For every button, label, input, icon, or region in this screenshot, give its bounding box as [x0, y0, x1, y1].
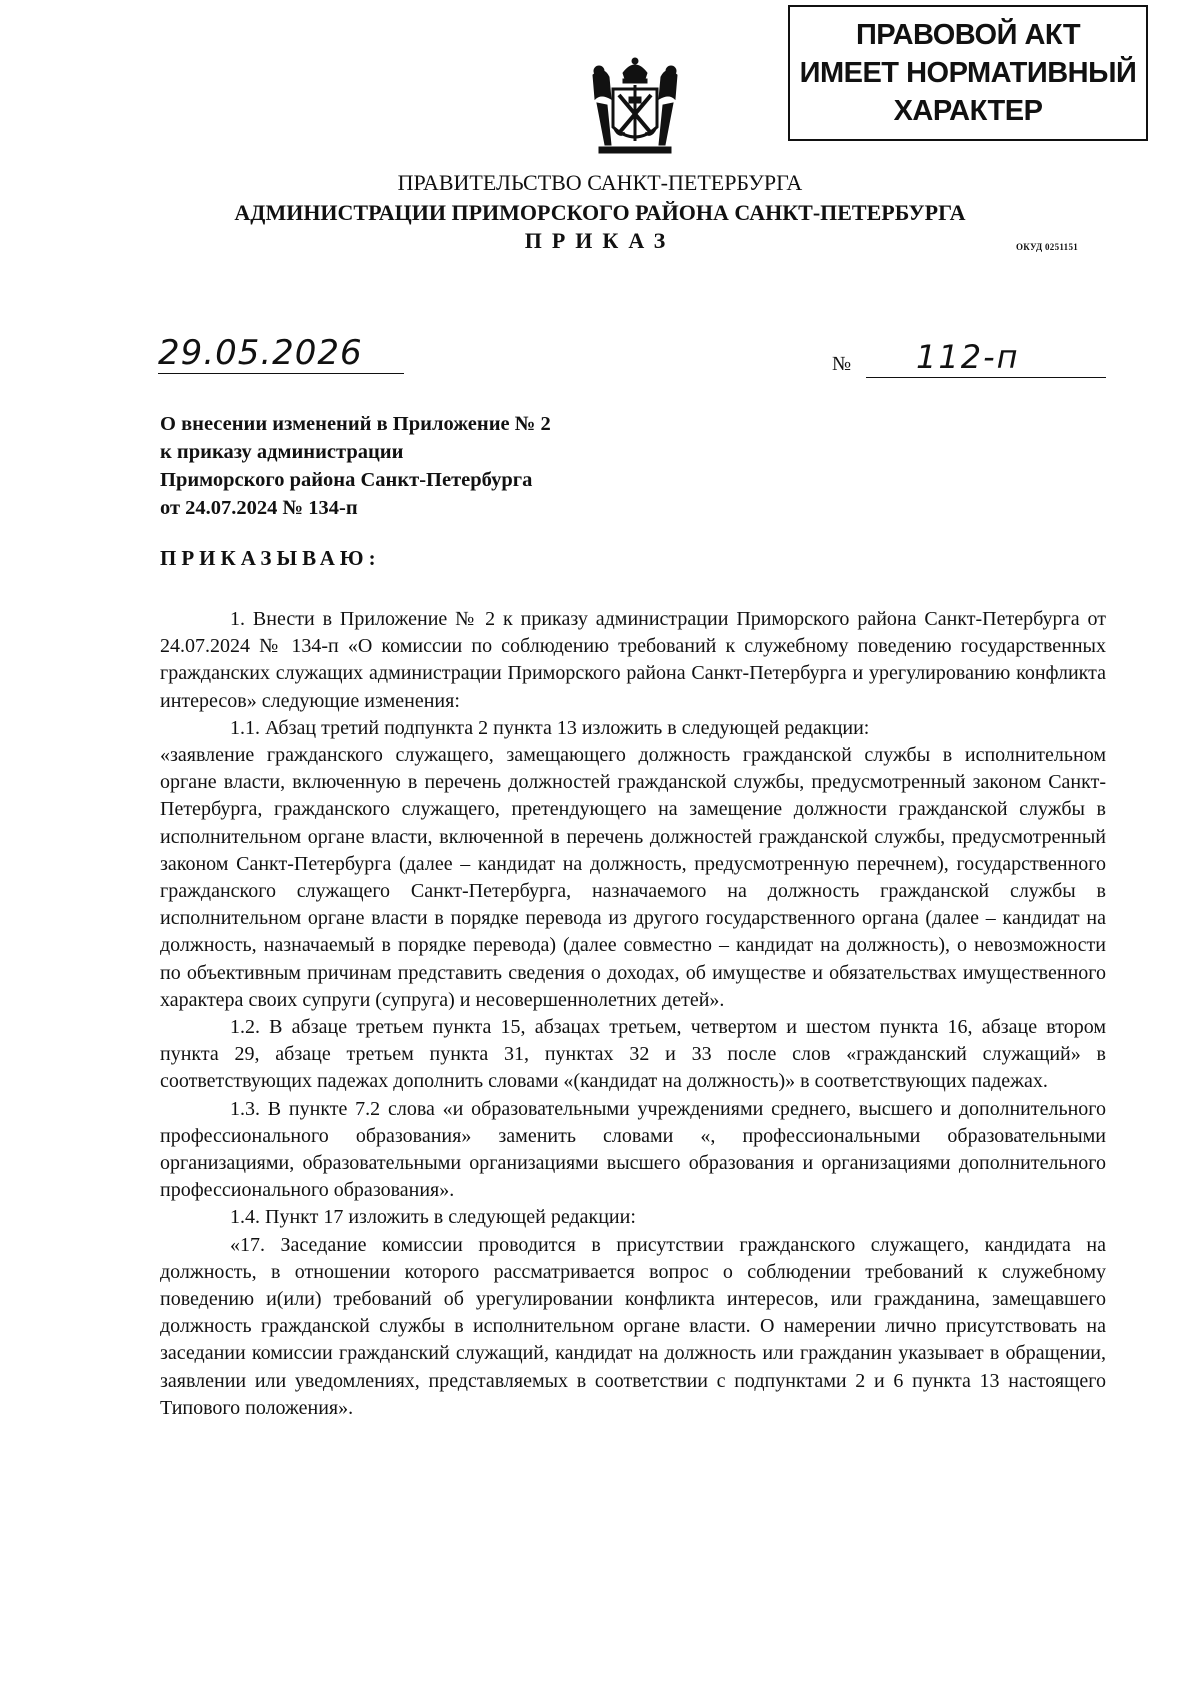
paragraph-1-1: 1.1. Абзац третий подпункта 2 пункта 13 изложить в следующей редакции: [230, 716, 870, 739]
paragraph-quote-1: «заявление гражданского служащего, замещающего должность гражданской службы в исполнительном органе власти, включенную в перечень должностей гражданской службы, предусмотренный законом Санкт-Петербурга, гражданского служащего, претендующего на замещение должности гражданской службы в исполнительном органе власти, включенной в перечень должностей гражданской службы, предусмотренный законом Санкт-Петербурга (далее – кандидат на должность, предусмотренную перечнем), государственного гражданского служащего Санкт-Петербурга, назначаемого на должность гражданской службы в исполнительном органе власти в порядке перевода из другого государственного органа (далее – кандидат на должность, назначаемый в порядке перевода) (далее совместно – кандидат на должность), о невозможности по объективным причинам представить сведения о доходах, об имуществе и обязательствах имущественного характера своих супруги (супруга) и несовершеннолетних детей». [160, 744, 1106, 1011]
title-line: от 24.07.2024 № 134-п [160, 497, 358, 519]
number-sign: № [832, 353, 852, 375]
document-type: ПРИКАЗ [524, 228, 676, 253]
stamp-line-2: ИМЕЕТ НОРМАТИВНЫЙ [799, 57, 1137, 89]
paragraph-1-3: 1.3. В пункте 7.2 слова «и образовательными учреждениями среднего, высшего и дополнительного профессионального образования» заменить словами «, профессиональными образовательными организациями, образовательными организациями высшего образования и организациями дополнительного профессионального образования». [160, 1097, 1106, 1202]
administration-name: АДМИНИСТРАЦИИ ПРИМОРСКОГО РАЙОНА САНКТ-ПЕТЕРБУРГА [234, 200, 966, 225]
paragraph-1-2: 1.2. В абзаце третьем пункта 15, абзацах третьем, четвертом и шестом пункта 16, абзаце втором пункта 29, абзаце третьем пункта 31, пунктах 32 и 33 после слов «гражданский служащий» в соответствующих падежах дополнить словами «(кандидат на должность)» в соответствующих падежах. [160, 1016, 1106, 1093]
document-title [160, 410, 551, 522]
stamp-line-3: ХАРАКТЕР [893, 95, 1043, 127]
paragraph-1-4: 1.4. Пункт 17 изложить в следующей редакции: [230, 1206, 636, 1229]
st-petersburg-coat-of-arms-icon [585, 55, 685, 160]
paragraph-quote-17: «17. Заседание комиссии проводится в присутствии гражданского служащего, кандидата на должность, в отношении которого рассматривается вопрос о соблюдении требований к служебному поведению и(или) требований об урегулировании конфликта интересов, или гражданина, замещавшего должность гражданской службы в исполнительном органе власти. О намерении лично присутствовать на заседании комиссии гражданский служащий, кандидат на должность или гражданин указывает в обращении, заявлении или уведомлениях, представляемых в соответствии с подпунктами 2 и 6 пункта 13 настоящего Типового положения». [160, 1233, 1106, 1419]
okud-code: ОКУД 0251151 [1016, 242, 1079, 252]
order-heading: ПРИКАЗЫВАЮ: [160, 546, 381, 570]
title-line: к приказу администрации [160, 441, 404, 463]
title-line: О внесении изменений в Приложение № 2 [160, 413, 551, 435]
stamp-line-1: ПРАВОВОЙ АКТ [855, 19, 1081, 51]
order-date: 29.05.2026 [158, 333, 404, 374]
government-name: ПРАВИТЕЛЬСТВО САНКТ-ПЕТЕРБУРГА [397, 170, 803, 195]
normative-act-stamp [788, 5, 1148, 141]
title-line: Приморского района Санкт-Петербурга [160, 469, 533, 491]
paragraph-1: 1. Внести в Приложение № 2 к приказу администрации Приморского района Санкт-Петербурга от 24.07.2024 № 134-п «О комиссии по соблюдению требований к служебному поведению государственных гражданских служащих администрации Приморского района Санкт-Петербурга и урегулированию конфликта интересов» следующие изменения: [160, 608, 1106, 712]
document-body [160, 606, 1106, 1422]
order-number: 112-п [866, 337, 1106, 378]
